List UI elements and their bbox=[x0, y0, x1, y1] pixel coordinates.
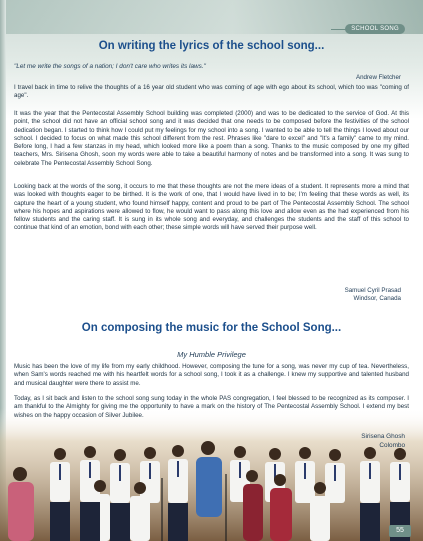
choir-photo bbox=[0, 408, 423, 541]
composer-location: Colombo bbox=[379, 441, 405, 449]
epigraph-quote: "Let me write the songs of a nation; I don't care who writes its laws." bbox=[14, 63, 206, 70]
article-subtitle: My Humble Privilege bbox=[177, 350, 246, 359]
paragraph: Music has been the love of my life from my early childhood. However, composing the tune for a song, was never my cup of tea. Nevertheless, when Sam's words reached me with his heartfelt words for a school song, I took it as a challenge. I knew my supportive and talented husband and musical daughter were there to assist me. bbox=[14, 363, 409, 387]
page-number: 55 bbox=[389, 525, 411, 537]
paragraph: It was the year that the Pentecostal Assembly School building was completed (2000) and was to be dedicated to the service of God. At this point, the school did not have an official school song and it was decided that one needs to be composed before the festivities of the school dedication began. I started to think how I could put my feelings for my school into a song. I wanted to be able to tell the things I loved about our school. I decided to focus on what made this school different from the rest. Phrases like "dare to excel" and "It's a family" came to my mind. Before long, I had a few stanzas in my head, which looked more like a poem than a song. Thanks to the music composed by one my gifted teachers, Mrs. Sirisena Ghosh, soon my words were able to take a beautiful harmony of notes and be transformed into a song. It was sung to celebrate The Pentecostal Assembly School Song. bbox=[14, 110, 409, 167]
paragraph: I travel back in time to relive the thoughts of a 16 year old student who was coming of age with ego about its school, which too was "coming of age". bbox=[14, 84, 409, 100]
section-tag: SCHOOL SONG bbox=[345, 24, 405, 34]
author-name: Samuel Cyril Prasad bbox=[344, 287, 401, 294]
choir-photo-illustration bbox=[0, 408, 423, 541]
composer-name: Sirisena Ghosh bbox=[361, 433, 405, 440]
quote-author: Andrew Fletcher bbox=[355, 74, 401, 81]
article-title-lyrics: On writing the lyrics of the school song... bbox=[98, 40, 325, 52]
composer-signature bbox=[361, 433, 405, 450]
article-title-music: On composing the music for the School Song... bbox=[81, 322, 342, 334]
author-location: Windsor, Canada bbox=[353, 295, 401, 303]
paragraph: Today, as I sit back and listen to the school song sung today in the whole PAS congregation, I feel blessed to be recognized as its composer. I am thankful to the Almighty for giving me the opportunity to have a mark on the history of The Pentecostal Assembly School. I extend my best wishes on the happy occasion of Silver Jubilee. bbox=[14, 395, 409, 419]
paragraph: Looking back at the words of the song, it occurs to me that these thoughts are not the mere ideas of a student. It represents more a mind that was looked with thoughts eager to be birthed. It is the work of one, that I would have lived in to be; I'm feeling that these words as well, its capture the heart of a young student, who found himself happy, content and proud to be part of The Pentecostal Assembly School. The school where his hopes and aspirations were allowed to flow, he would want to pass along this love and allow even as the had experienced from his fellow students and the caring staff. It is sung in its whole song and everyday, and challenges the students and the staff of this school to continue that kind of an emotion, bond with each other; these simple words will have served their purpose well. bbox=[14, 183, 409, 232]
author-signature bbox=[345, 287, 401, 304]
